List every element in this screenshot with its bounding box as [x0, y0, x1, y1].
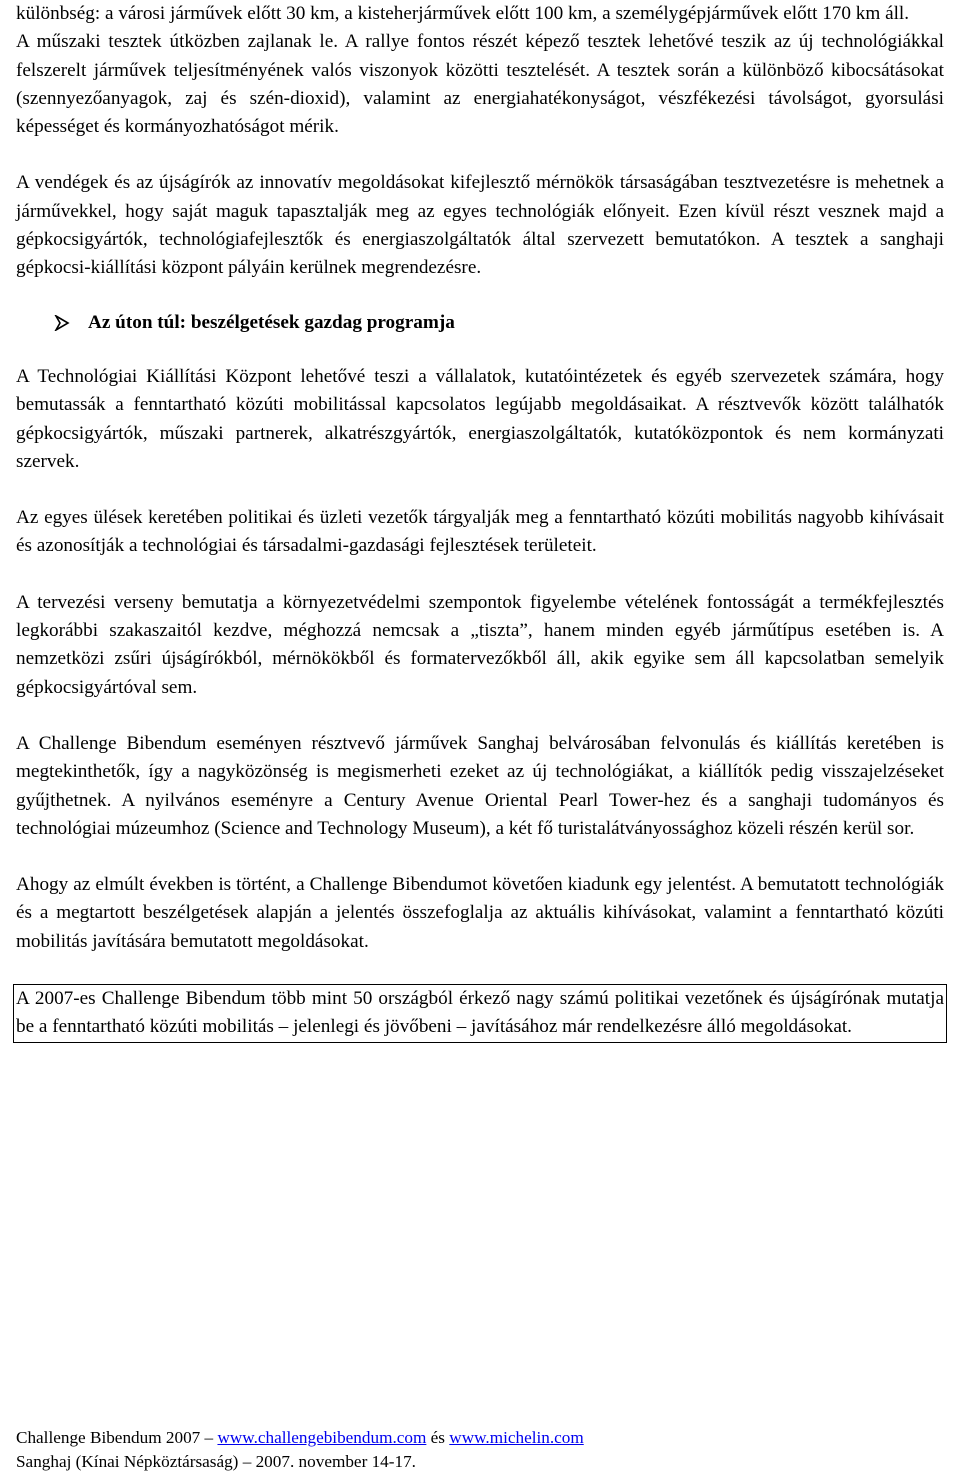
paragraph-technical-tests: A műszaki tesztek útközben zajlanak le. A rallye fontos részét képező tesztek lehetővé teszik az új technológiákkal felszerelt járművek teljesítményének valós viszonyok közötti tesztelését. A tesztek során a különböző kibocsátásokat (szennyezőanyagok, zaj és szén-dioxid), valamint az energiahatékonyságot, vészfékezési távolságot, gyorsulási képességet és kormányozhatóságot mérik.: [16, 31, 944, 138]
footer-connector: és: [426, 1428, 450, 1447]
section-heading-text: Az úton túl: beszélgetések gazdag programja: [88, 311, 455, 333]
challengebibendum-link[interactable]: www.challengebibendum.com: [217, 1428, 427, 1447]
page-footer: [16, 1426, 944, 1474]
paragraph-parade: A Challenge Bibendum eseményen résztvevő járművek Sanghaj belvárosában felvonulás és kiállítás keretében is megtekinthetők, így a nagyközönség is megismerheti ezeket az új technológiákat, a kiállítók pedig visszajelzéseket gyűjthetnek. A nyilvános eseményre a Century Avenue Oriental Pearl Tower-hez és a sanghaji tudományos és technológiai múzeumhoz (Science and Technology Museum), a két fő turistalátványossághoz közeli részén kerül sor.: [16, 732, 944, 839]
paragraph-sessions: Az egyes ülések keretében politikai és üzleti vezetők tárgyalják meg a fenntartható közúti mobilitás nagyobb kihívásait és azonosítják a technológiai és társadalmi-gazdasági fejlesztések területeit.: [16, 507, 944, 557]
paragraph-exhibition-center: A Technológiai Kiállítási Központ lehetővé teszi a vállalatok, kutatóintézetek és egyéb szervezetek számára, hogy bemutassák a fenntartható közúti mobilitással kapcsolatos legújabb megoldásaikat. A résztvevők között találhatók gépkocsigyártók, műszaki partnerek, alkatrészgyártók, energiaszolgáltatók, kutatóközpontok és nem kormányzati szervek.: [16, 365, 944, 472]
paragraph-design-contest: A tervezési verseny bemutatja a környezetvédelmi szempontok figyelembe vételének fontosságát a termékfejlesztés legkorábbi szakaszaitól kezdve, méghozzá nemcsak a „tiszta”, hanem minden egyéb járműtípus esetében is. A nemzetközi zsűri újságírókból, mérnökökből és formatervezőkből áll, akik egyike sem áll kapcsolatban semelyik gépkocsigyártóval sem.: [16, 591, 944, 698]
footer-line-1: [16, 1426, 944, 1450]
footer-prefix: Challenge Bibendum 2007 –: [16, 1428, 218, 1447]
boxed-summary: A 2007-es Challenge Bibendum több mint 50 országból érkező nagy számú politikai vezetőnek és újságírónak mutatja be a fenntartható közúti mobilitás – jelenlegi és jövőbeni – javításához már rendelkezésre álló megoldásokat.: [13, 984, 947, 1043]
paragraph-report: Ahogy az elmúlt években is történt, a Challenge Bibendumot követően kiadunk egy jelentést. A bemutatott technológiák és a megtartott beszélgetések alapján a jelentés összefoglalja az aktuális kihívásokat, valamint a fenntartható közúti mobilitás javítására bemutatott megoldásokat.: [16, 874, 944, 952]
footer-line-2: Sanghaj (Kínai Népköztársaság) – 2007. november 14-17.: [16, 1452, 416, 1471]
document-body: [16, 0, 944, 1043]
section-heading: [16, 309, 944, 337]
arrow-bullet-icon: [54, 315, 70, 331]
paragraph-intro-continuation: különbség: a városi járművek előtt 30 km, a kisteherjárművek előtt 100 km, a személygépjárművek előtt 170 km áll.: [16, 3, 910, 24]
paragraph-test-drives: A vendégek és az újságírók az innovatív megoldásokat kifejlesztő mérnökök társaságában tesztvezetésre is mehetnek a járművekkel, hogy saját maguk tapasztalják meg az egyes technológiák előnyeit. Ezen kívül részt vesznek majd a gépkocsigyártók, technológiafejlesztők és energiaszolgáltatók által szervezett bemutatókon. A tesztek a sanghaji gépkocsi-kiállítási központ pályáin kerülnek megrendezésre.: [16, 172, 944, 279]
michelin-link[interactable]: www.michelin.com: [449, 1428, 584, 1447]
